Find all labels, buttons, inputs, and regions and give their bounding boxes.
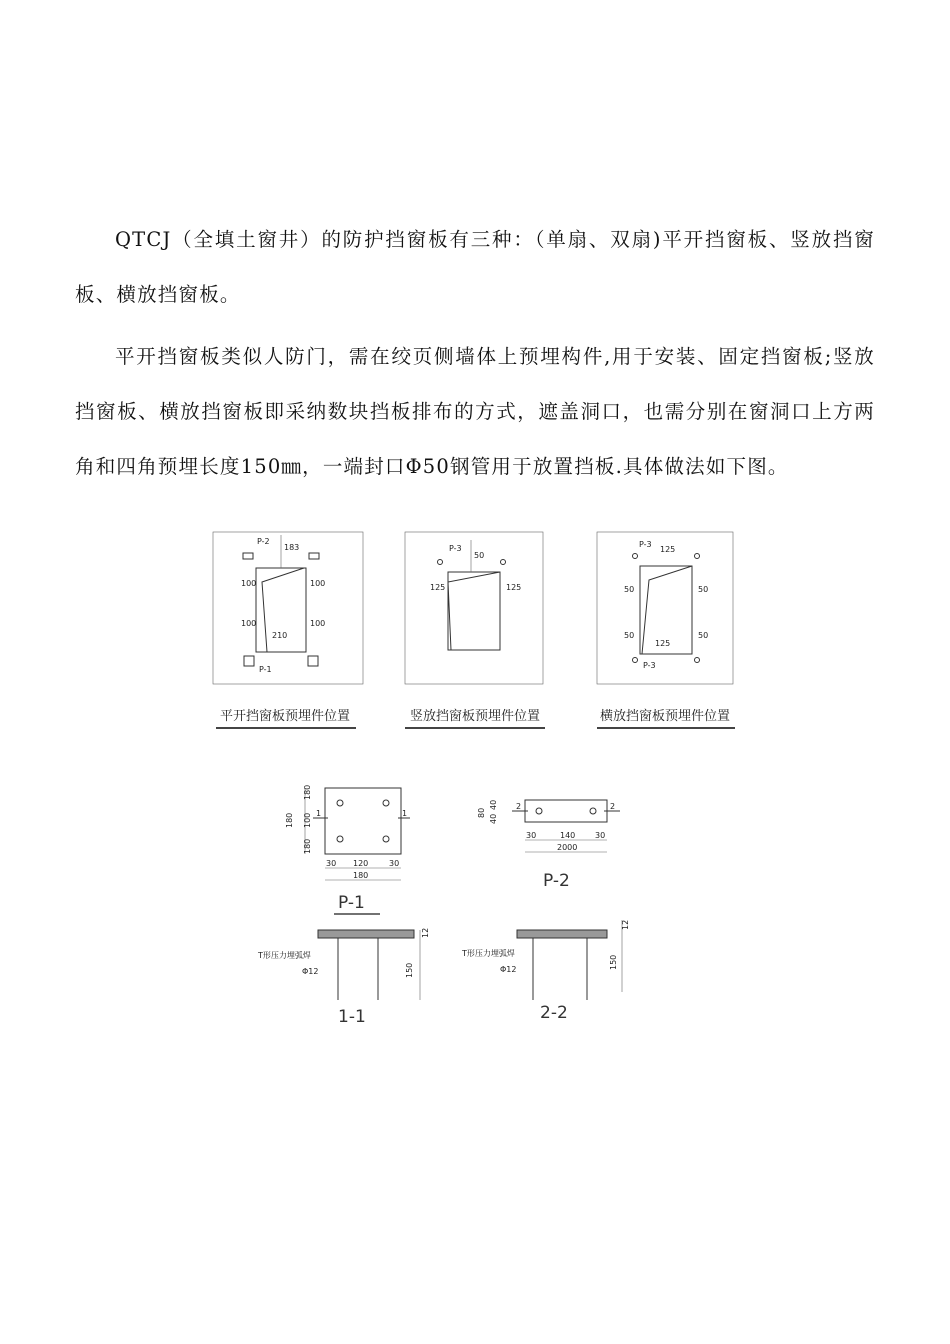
tag-p2: P-2 — [257, 537, 270, 546]
p1-title: P-1 — [338, 893, 365, 913]
dim-125-a: 125 — [430, 583, 446, 592]
p1-dim-120: 120 — [353, 859, 369, 868]
s11-dim-12: 12 — [421, 927, 430, 938]
p1-dim-180-bottom: 180 — [303, 838, 312, 854]
dim-50-a: 50 — [624, 585, 635, 594]
dim-100-c: 100 — [241, 619, 257, 628]
section-1-1 — [257, 928, 430, 1027]
dim-125-top: 125 — [660, 545, 676, 554]
p1-dim-180-top: 180 — [303, 784, 312, 800]
dim-50-c: 50 — [624, 631, 635, 640]
s11-weld-label: T形压力埋弧焊 — [258, 951, 311, 960]
p1-dim-100: 100 — [303, 812, 312, 828]
p2-dim-2000: 2000 — [557, 843, 578, 852]
tag-p3-vertical: P-3 — [449, 544, 462, 553]
panel-casement — [213, 532, 363, 728]
s11-bar-label: Φ12 — [302, 967, 319, 976]
p1-dim-30-left: 30 — [326, 859, 337, 868]
s22-title: 2-2 — [540, 1003, 568, 1023]
dim-125-bottom: 125 — [655, 639, 671, 648]
tag-p1: P-1 — [259, 665, 272, 674]
cut-mark-1-right: 1 — [402, 809, 408, 818]
plate-p1 — [285, 785, 410, 914]
plate-details-figure — [0, 770, 950, 1040]
panel-horizontal — [597, 532, 735, 728]
dim-100-d: 100 — [310, 619, 326, 628]
s22-weld-label: T形压力埋弧焊 — [462, 949, 515, 958]
s11-title: 1-1 — [338, 1007, 366, 1027]
panel-vertical — [405, 532, 545, 728]
p2-dim-80: 80 — [477, 807, 486, 818]
caption-horizontal: 横放挡窗板预埋件位置 — [600, 709, 731, 724]
p2-dim-30-left: 30 — [526, 831, 537, 840]
s11-dim-150: 150 — [405, 962, 414, 978]
s22-dim-150: 150 — [609, 954, 618, 970]
dim-183: 183 — [284, 543, 300, 552]
cut-mark-2-right: 2 — [610, 802, 616, 811]
p2-dim-140: 140 — [560, 831, 576, 840]
embedded-parts-position-figure — [0, 520, 950, 740]
description-paragraph: 平开挡窗板类似人防门，需在绞页侧墙体上预埋构件,用于安装、固定挡窗板;竖放挡窗板、横放挡窗板即采纳数块挡板排布的方式，遮盖洞口，也需分别在窗洞口上方两角和四角预埋长度150㎜，一端封口Φ50钢管用于放置挡板.具体做法如下图。 — [75, 345, 875, 478]
s22-dim-12: 12 — [621, 919, 630, 930]
p2-dim-40-bottom: 40 — [489, 813, 498, 824]
caption-casement: 平开挡窗板预埋件位置 — [220, 709, 351, 724]
p1-dim-180-width: 180 — [353, 871, 369, 880]
p2-dim-30-right: 30 — [595, 831, 606, 840]
intro-paragraph: QTCJ（全填土窗井）的防护挡窗板有三种：（单扇、双扇)平开挡窗板、竖放挡窗板、横放挡窗板。 — [75, 228, 875, 306]
cut-mark-2-left: 2 — [516, 802, 522, 811]
p1-dim-180-total: 180 — [285, 812, 294, 828]
dim-50: 50 — [474, 551, 485, 560]
dim-50-d: 50 — [698, 631, 709, 640]
dim-100-a: 100 — [241, 579, 257, 588]
dim-125-b: 125 — [506, 583, 522, 592]
plate-p2 — [477, 800, 620, 891]
section-2-2 — [461, 920, 630, 1023]
s22-bar-label: Φ12 — [500, 965, 517, 974]
dim-100-b: 100 — [310, 579, 326, 588]
tag-p3-top: P-3 — [639, 540, 652, 549]
dim-210: 210 — [272, 631, 288, 640]
p1-dim-30-right: 30 — [389, 859, 400, 868]
caption-vertical: 竖放挡窗板预埋件位置 — [410, 709, 541, 724]
p2-dim-40-top: 40 — [489, 799, 498, 810]
tag-p3-bottom: P-3 — [643, 661, 656, 670]
dim-50-b: 50 — [698, 585, 709, 594]
cut-mark-1-left: 1 — [316, 809, 322, 818]
p2-title: P-2 — [543, 871, 570, 891]
